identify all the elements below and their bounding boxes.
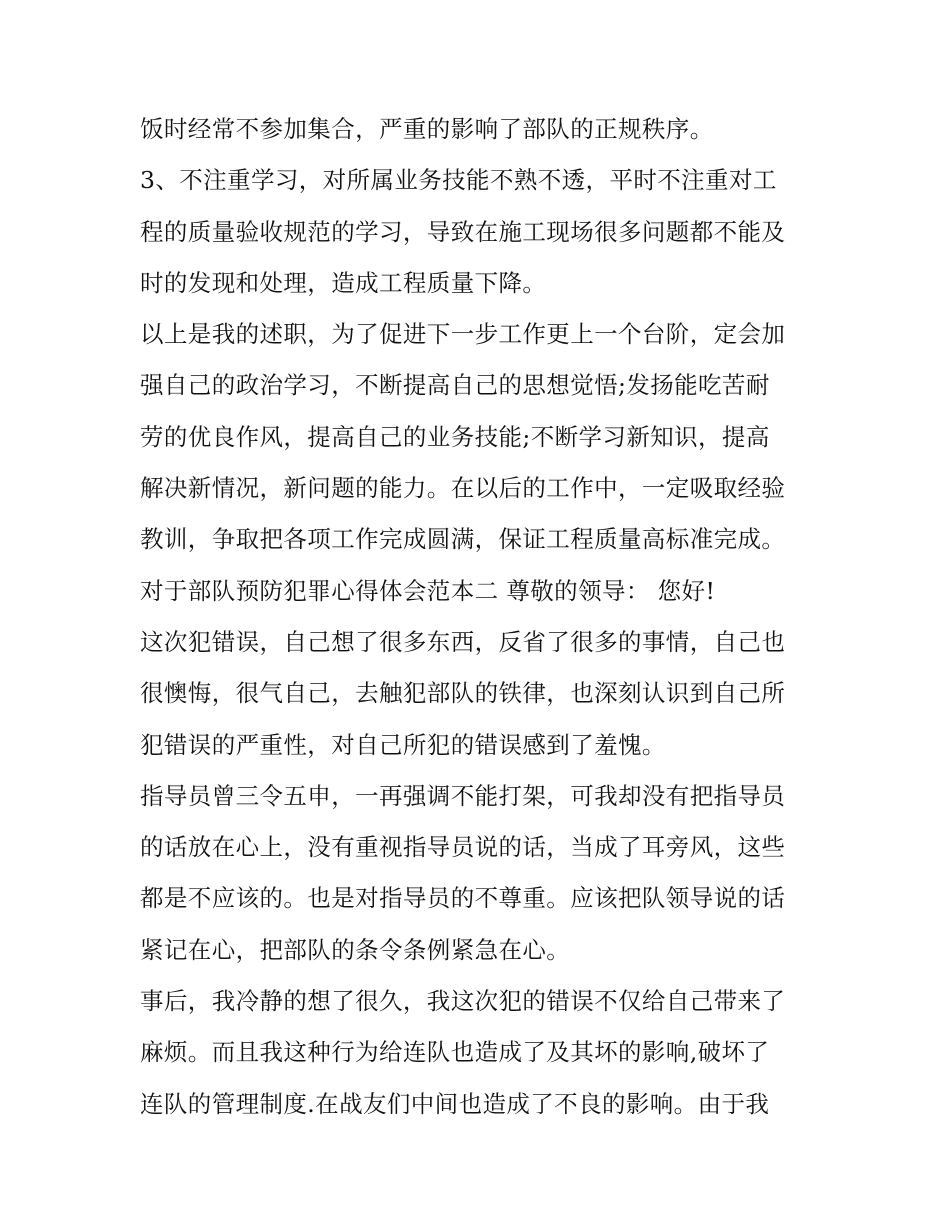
- text-line: 连队的管理制度.在战友们中间也造成了不良的影响。由于我: [140, 1089, 770, 1118]
- text-line: 饭时经常不参加集合，严重的影响了部队的正规秩序。: [140, 115, 714, 143]
- text-line: 麻烦。而且我这种行为给连队也造成了及其坏的影响,破坏了: [140, 1038, 770, 1067]
- text-line: 指导员曾三令五申，一再强调不能打架，可我却没有把指导员: [140, 781, 786, 810]
- text-line: 犯错误的严重性，对自己所犯的错误感到了羞愧。: [140, 730, 666, 759]
- text-line: 3、不注重学习，对所属业务技能不熟不透，平时不注重对工: [140, 166, 777, 195]
- text-line: 教训，争取把各项工作完成圆满，保证工程质量高标准完成。: [140, 525, 786, 554]
- text-line: 程的质量验收规范的学习，导致在施工现场很多问题都不能及: [140, 217, 786, 246]
- text-line: 很懊悔，很气自己，去触犯部队的铁律，也深刻认识到自己所: [140, 679, 786, 708]
- text-line: 紧记在心，把部队的条令条例紧急在心。: [140, 935, 571, 964]
- text-line: 劳的优良作风，提高自己的业务技能;不断学习新知识，提高: [140, 422, 770, 451]
- text-line: 时的发现和处理，造成工程质量下降。: [140, 268, 547, 297]
- text-line: 都是不应该的。也是对指导员的不尊重。应该把队领导说的话: [140, 884, 786, 913]
- text-line: 这次犯错误，自己想了很多东西，反省了很多的事情，自己也: [140, 627, 786, 656]
- text-line: 强自己的政治学习，不断提高自己的思想觉悟;发扬能吃苦耐: [140, 371, 770, 400]
- text-line: 以上是我的述职，为了促进下一步工作更上一个台阶，定会加: [140, 320, 786, 349]
- text-line: 对于部队预防犯罪心得体会范本二 尊敬的领导： 您好!: [140, 576, 716, 605]
- text-line: 解决新情况，新问题的能力。在以后的工作中，一定吸取经验: [140, 474, 786, 503]
- document-body: [140, 104, 820, 1130]
- text-line: 的话放在心上，没有重视指导员说的话，当成了耳旁风，这些: [140, 833, 786, 862]
- text-line: 事后，我冷静的想了很久，我这次犯的错误不仅给自己带来了: [140, 987, 786, 1016]
